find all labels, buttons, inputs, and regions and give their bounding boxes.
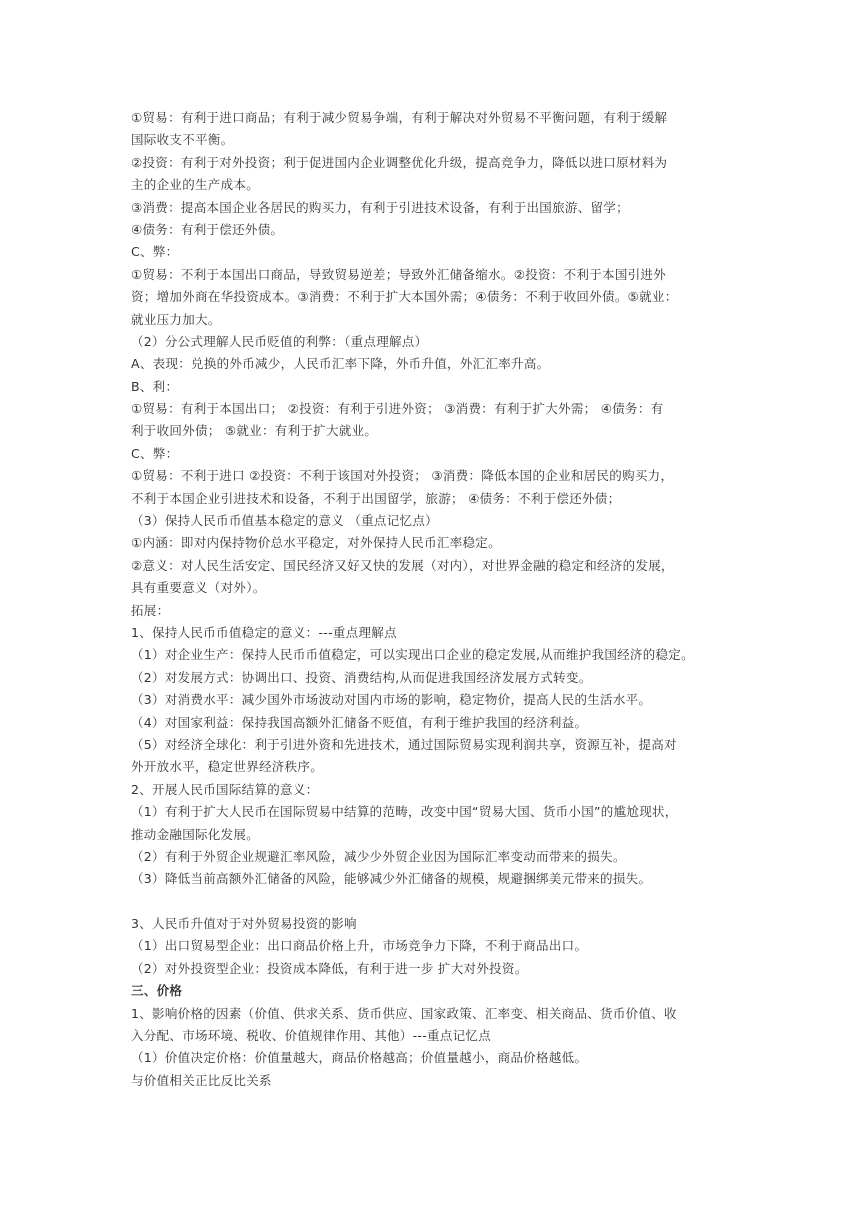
text-line: 主的企业的生产成本。	[131, 177, 260, 193]
text-line: 入分配、市场环境、税收、价值规律作用、其他）---重点记忆点	[131, 1028, 492, 1044]
text-line: （1）价值决定价格：价值量越大，商品价格越高；价值量越小，商品价格越低。	[131, 1050, 588, 1066]
text-line: 国际收支不平衡。	[131, 132, 234, 148]
text-line: 1、保持人民币币值稳定的意义：---重点理解点	[131, 624, 397, 640]
text-line: ①贸易：不利于本国出口商品，导致贸易逆差；导致外汇储备缩水。②投资：不利于本国引进外	[131, 266, 667, 282]
text-line: 3、人民币升值对于对外贸易投资的影响	[131, 916, 357, 932]
text-line: 推动金融国际化发展。	[131, 826, 260, 842]
text-line: （3）保持人民币币值基本稳定的意义 （重点记忆点）	[131, 513, 438, 529]
section-heading: 三、价格	[131, 983, 183, 999]
text-line: （3）对消费水平：减少国外市场波动对国内市场的影响，稳定物价，提高人民的生活水平。	[131, 692, 652, 708]
text-line: 资；增加外商在华投资成本。③消费：不利于扩大本国外需；④债务：不利于收回外债。⑤就业：	[131, 289, 678, 305]
text-line: ④债务：有利于偿还外债。	[131, 221, 284, 237]
text-line: （1）有利于扩大人民币在国际贸易中结算的范畴，改变中国“贸易大国、货币小国”的尴尬现状，	[131, 804, 678, 820]
text-line: 利于收回外债； ⑤就业：有利于扩大就业。	[131, 423, 378, 439]
text-line: C、弊：	[131, 445, 179, 461]
text-line: ②投资：有利于对外投资；利于促进国内企业调整优化升级，提高竞争力，降低以进口原材料为	[131, 154, 668, 170]
text-line: （1）出口贸易型企业：出口商品价格上升，市场竞争力下降，不利于商品出口。	[131, 938, 588, 954]
text-line: ③消费：提高本国企业各居民的购买力，有利于引进技术设备，有利于出国旅游、留学；	[131, 199, 629, 215]
text-line: （5）对经济全球化：利于引进外资和先进技术，通过国际贸易实现利润共享，资源互补，提高对	[131, 736, 677, 752]
text-line: （2）对外投资型企业：投资成本降低，有利于进一步 扩大对外投资。	[131, 960, 528, 976]
text-line: （3）降低当前高额外汇储备的风险，能够减少外汇储备的规模，规避捆绑美元带来的损失。	[131, 871, 652, 887]
text-line: 外开放水平，稳定世界经济秩序。	[131, 759, 324, 775]
text-line: （2）有利于外贸企业规避汇率风险，减少少外贸企业因为国际汇率变动而带来的损失。	[131, 848, 626, 864]
document-body	[131, 107, 735, 1092]
text-line: （2）分公式理解人民币贬值的利弊：（重点理解点）	[131, 333, 428, 349]
text-line: 拓展：	[131, 602, 170, 618]
text-line: ①贸易：有利于本国出口； ②投资：有利于引进外资； ③消费：有利于扩大外需； ④债务：有	[131, 401, 664, 417]
text-line: 不利于本国企业引进技术和设备，不利于出国留学，旅游； ④债务：不利于偿还外债；	[131, 490, 621, 506]
text-line: ①贸易：不利于进口 ②投资：不利于该国对外投资； ③消费：降低本国的企业和居民的购买力，	[131, 468, 674, 484]
text-line	[131, 891, 735, 913]
text-line: 1、影响价格的因素（价值、供求关系、货币供应、国家政策、汇率变、相关商品、货币价值、收	[131, 1005, 677, 1021]
text-line: C、弊：	[131, 244, 179, 260]
text-line: 与价值相关正比反比关系	[131, 1072, 272, 1088]
text-line: 2、开展人民币国际结算的意义：	[131, 781, 319, 797]
text-line: A、表现：兑换的外币减少，人民币汇率下降，外币升值，外汇汇率升高。	[131, 356, 550, 372]
text-line: （1）对企业生产：保持人民币币值稳定，可以实现出口企业的稳定发展,从而维护我国经济的稳定。	[131, 647, 694, 663]
text-line: 就业压力加大。	[131, 311, 221, 327]
text-line: （2）对发展方式：协调出口、投资、消费结构,从而促进我国经济发展方式转变。	[131, 669, 592, 685]
text-line: 具有重要意义（对外）。	[131, 580, 266, 596]
text-line: B、利：	[131, 378, 179, 394]
text-line: ①内涵：即对内保持物价总水平稳定，对外保持人民币汇率稳定。	[131, 535, 501, 551]
text-line: ②意义：对人民生活安定、国民经济又好又快的发展（对内），对世界金融的稳定和经济的发展，	[131, 557, 674, 573]
text-line: ①贸易：有利于进口商品；有利于减少贸易争端，有利于解决对外贸易不平衡问题，有利于缓解	[131, 110, 668, 125]
text-line: （4）对国家利益：保持我国高额外汇储备不贬值，有利于维护我国的经济利益。	[131, 714, 588, 730]
